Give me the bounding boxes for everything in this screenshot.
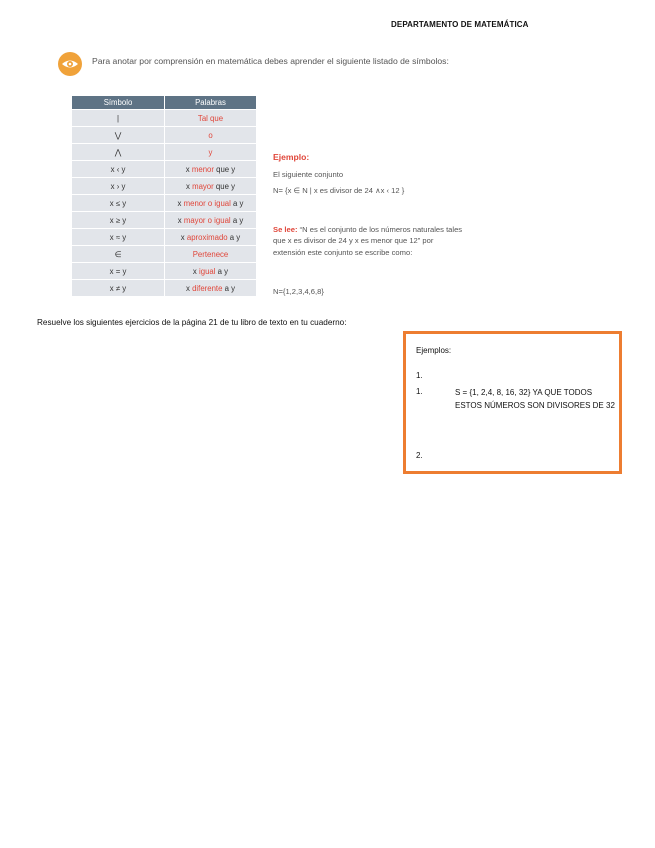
symbol-cell: x ‹ y: [72, 161, 165, 178]
symbol-cell: x ≥ y: [72, 212, 165, 229]
table-row: [72, 144, 257, 161]
word-fragment: x: [186, 181, 193, 191]
list-item-number: 1.: [416, 387, 423, 396]
word-fragment: diferente: [192, 283, 223, 293]
words-cell: [165, 161, 257, 178]
word-fragment: x: [180, 232, 187, 242]
table-row: [72, 161, 257, 178]
symbol-table: [71, 95, 257, 297]
header-symbol: Símbolo: [72, 96, 165, 110]
symbol-cell: ∈: [72, 246, 165, 263]
se-lee-paragraph: [273, 224, 463, 258]
words-cell: [165, 110, 257, 127]
symbol-cell: ⋁: [72, 127, 165, 144]
intro-text: Para anotar por comprensión en matemática debes aprender el siguiente listado de símbolos:: [92, 56, 449, 66]
instruction-text: Resuelve los siguientes ejercicios de la página 21 de tu libro de texto en tu cuaderno:: [37, 318, 347, 327]
word-fragment: menor o igual: [183, 198, 231, 208]
table-row: [72, 212, 257, 229]
word-fragment: mayor: [192, 181, 214, 191]
word-fragment: que y: [213, 164, 236, 174]
table-row: [72, 195, 257, 212]
ejemplo-heading: Ejemplo:: [273, 152, 310, 162]
table-row: [72, 178, 257, 195]
table-row: [72, 263, 257, 280]
department-header: DEPARTAMENTO DE MATEMÁTICA: [391, 20, 529, 29]
table-row: [72, 246, 257, 263]
word-fragment: x: [192, 266, 199, 276]
symbol-cell: x ≈ y: [72, 229, 165, 246]
symbol-cell: x › y: [72, 178, 165, 195]
symbol-cell: |: [72, 110, 165, 127]
words-cell: [165, 212, 257, 229]
list-item-number: 1.: [416, 371, 423, 380]
word-fragment: a y: [227, 232, 241, 242]
ejemplo-set: N= {x ∈ N | x es divisor de 24 ∧x ‹ 12 }: [273, 186, 405, 195]
ejemplo-line1: El siguiente conjunto: [273, 170, 344, 179]
word-fragment: y: [208, 147, 213, 157]
eye-icon: [58, 52, 82, 76]
word-fragment: mayor o igual: [183, 215, 231, 225]
word-fragment: x: [177, 198, 184, 208]
words-cell: [165, 263, 257, 280]
words-cell: [165, 178, 257, 195]
words-cell: [165, 127, 257, 144]
word-fragment: o: [208, 130, 213, 140]
word-fragment: a y: [222, 283, 235, 293]
table-row: [72, 110, 257, 127]
word-fragment: Tal que: [197, 113, 224, 123]
words-cell: [165, 280, 257, 297]
symbol-cell: ⋀: [72, 144, 165, 161]
header-words: Palabras: [165, 96, 257, 110]
se-lee-result: N={1,2,3,4,6,8}: [273, 287, 324, 296]
table-row: [72, 229, 257, 246]
symbol-cell: x ≠ y: [72, 280, 165, 297]
words-cell: [165, 229, 257, 246]
word-fragment: x: [185, 164, 192, 174]
word-fragment: que y: [213, 181, 235, 191]
se-lee-label: Se lee:: [273, 225, 298, 234]
example-answer: S = {1, 2,4, 8, 16, 32} YA QUE TODOS ESTOS NÚMEROS SON DIVISORES DE 32: [455, 388, 615, 410]
se-lee-text: “N es el conjunto de los números naturales tales que x es divisor de 24 y x es menor que 12” por extensión este conjunto se escribe como:: [273, 225, 463, 257]
table-row: [72, 127, 257, 144]
word-fragment: a y: [215, 266, 229, 276]
word-fragment: x: [177, 215, 184, 225]
word-fragment: a y: [230, 215, 244, 225]
examples-box: [403, 331, 622, 474]
table-row: [72, 280, 257, 297]
examples-title: Ejemplos:: [416, 346, 452, 355]
word-fragment: Pertenece: [192, 249, 229, 259]
word-fragment: x: [186, 283, 193, 293]
word-fragment: aproximado: [186, 232, 228, 242]
symbol-cell: x = y: [72, 263, 165, 280]
words-cell: [165, 195, 257, 212]
word-fragment: igual: [199, 266, 216, 276]
list-item-number: 2.: [416, 451, 423, 460]
symbol-cell: x ≤ y: [72, 195, 165, 212]
words-cell: [165, 144, 257, 161]
word-fragment: menor: [191, 164, 214, 174]
words-cell: [165, 246, 257, 263]
word-fragment: a y: [230, 198, 244, 208]
